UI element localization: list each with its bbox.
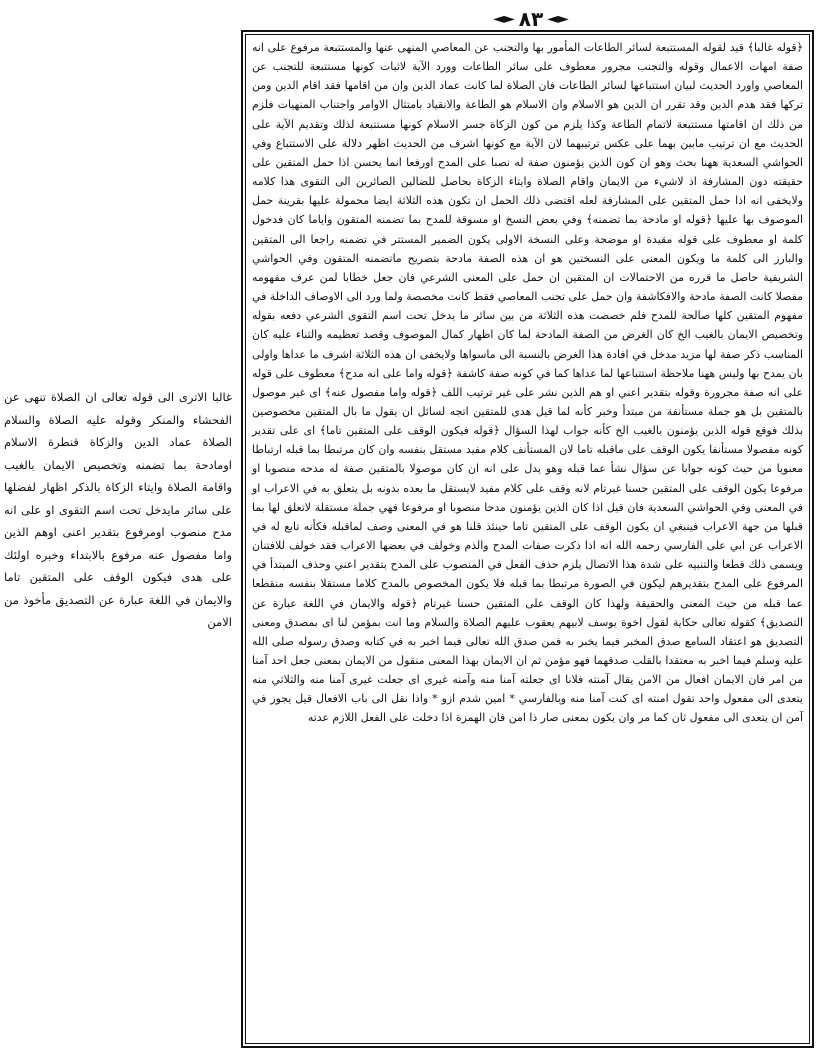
main-commentary-text: ﴿قوله غالبا﴾ قيد لقوله المستتبعة لسائر الطاعات المأمور بها والتجنب عن المعاصي المنهى عنها والمستتبعة مرفوع على انه صفة امهات الاعمال وقوله والتجنب مجرور معطوف على سائر الطاعات وورد الآية لاثبات كونها مستتبعة للتجنب عن المعاصي واورد الحديث لبيان استتباعها لسائر الطاعات فان الصلاة لما كانت عماد الدين وان من اقامها فقد اقام الدين ومن تركها فقد هدم الدين وقد تقرر ان الدين هو الاسلام وان الاسلام هو الطاعة والانقياد بامتثال الاوامر واجتناب المنهيات فلزم من ذلك ان اقامتها مستتبعة لاتمام الطاعة وكذا يلزم من كون الزكاة جسر الاسلام كونها مستتبعة لذلك وتقديم الآية على الحديث مع ان ترتيب مابين بهما على عكس ترتيبهما لان الآية مع كونها اشرف من الحديث اظهر دلالة على الاستتباع وفي الحواشي السعدية ههنا بحث وهو ان كون الذين يؤمنون صفة له نصبا على المدح اورفعا انما يحسن اذا حمل المتقين على حقيقته دون المشارفة اذ لاشيء من الايمان واقام الصلاة وايتاء الزكاة بحاصل للضالين الصائرين الى التقوى هذا كلامه ولايخفى انه اذا حمل المتقين على المشارفة لعله اقتضى ذلك الحمل ان تكون هذه الثلاثة ايضا محمولة عليها بقرينة حمل الموصوف بها عليها ﴿قوله او مادحة بما تضمنه﴾ وفي بعض النسخ او مسوقة للمدح بما تضمنه المتقون واياما كان فدخول كلمة او معطوف على قوله مقيدة او موضحة وعلى النسخة الاولى يكون الضمير المستتر في تضمنه راجعا الى المتقين والبارز الى كلمة ما ويكون المعنى على النسختين هو ان هذه الصفة مادحة بتصريح ماتضمنه المتقون وفي الحواشي الشريفية حاصل ما قرره من الاحتمالات ان المتقين ان حمل على المعنى الشرعي فان جعل خطابا لمن عرف مفهومه مفصلا كانت الصفة مادحة والافكاشفة وان حمل على تجنب المعاصي فقط كانت مخصصة ولما ورد الى الاوصاف الداخلة في مفهوم المتقين كلها صالحة للمدح فلم خصصت هذه الثلاثة من بين سائر ما يدخل تحت اسم التقوى الشرعي دفعه بقوله وتخصيص الايمان بالغيب الخ كان الغرض من الصفة المادحة لما كان اظهار كمال الموصوف وقصد تعظيمه والثناء عليه كان المناسب ذكر صفة لها مزيد مدخل في افادة هذا الغرض بالنسبة الى ماسواها ولايخفى ان هذه الثلاثة اشرف ما عداها واولى بان يمدح بها وليس ههنا ملاحظة استتباعها لما عداها كما في كونه صفة كاشفة ﴿قوله واما على انه مدح﴾ معطوف على قوله على انه صفة مجرورة وقوله بتقدير اعني او هم الذين نشر على غير ترتيب اللف ﴿قوله واما مفصول عنه﴾ اى غير موصول بالمتقين بل هو جملة مستأنفة من مبتدأ وخبر كأنه لما قيل هدى للمتقين اتجه لسائل ان يقول ما بال المتقين مخصوصين بذلك فوقع قوله الذين يؤمنون بالغيب الخ كأنه جواب لهذا السؤال ﴿قوله فيكون الوقف على المتقين تاما﴾ اى على تقدير كونه مفصولا مستأنفا يكون الوقف على ماقبله تاما لان المستأنف كلام مفيد مستقل بنفسه وان كان مرتبطا بما قبله ارتباطا معنويا من حيث كونه جوابا عن سؤال نشأ عما قبله وهو يدل على انه ان كان موصولا بالمتقين صفة له مدحه منصوبا او مرفوعا يكون الوقف على المتقين حسنا غيرتام لانه وقف على كلام مفيد لايستقل ما بعده بدونه بل يتعلق به في الاعراب او في المعنى وفي الحواشي السعدية فان قيل اذا كان الذين يؤمنون مدحا منصوبا او مرفوعا فهي جملة مستقلة لاتعلق لها بما قبلها من جهة الاعراب فينبغي ان يكون الوقف على المتقين تاما حينئذ قلنا هو في المعنى وصف لماقبله فكأنه تابع له في الاعراب عن ابي على الفارسي رحمه الله انه اذا ذكرت صفات المدح والذم وخولف في بعضها الاعراب فقد خولف للافتنان ويسمى ذلك قطعا والتنبيه على شدة هذا الاتصال يلزم حذف الفعل في المنصوب على المدح بتقدير اعني وحذف المبتدأ في المرفوع على المدح بتقديرهم ليكون في الصورة مرتبطا بما قبله فلا يكون المخصوص بالمدح كلاما مستقلا بنفسه منقطعا عما قبله من حيث المعنى والحقيقة ولهذا كان الوقف على المتقين حسنا غيرتام ﴿قوله والايمان في اللغة عبارة عن التصديق﴾ كقوله تعالى حكاية لقول اخوة يوسف لابيهم يعقوب عليهم الصلاة والسلام وما انت بمؤمن لنا اى بمصدق ومعنى التصديق هو اعتقاد السامع صدق المخبر فيما يخبر به فمن صدق الله تعالى فيما اخبر به في كتابه وصدق رسوله صلى الله عليه وسلم فيما اخبر به معتقدا بالقلب صدقهما فهو مؤمن ثم ان الايمان بهذا المعنى منقول من الايمان بمعنى جعل احد آمنا من امر فان الايمان افعال من الامن يقال آمنته فلانا اى جعلته آمنا منه وآمنه غيرى اى جعلت غيرى آمنا منه والثلاثي منه يتعدى الى مفعول واحد تقول امنته اى كنت آمنا منه وبالفارسي * امين شدم ازو * واذا نقل الى باب الافعال قيل يجوز في آمن ان يتعدى الى مفعول ثان كما مر وان يكون بمعنى صار ذا امن فان الهمزة اذا دخلت على الفعل اللازم عدته — [252, 41, 803, 725]
ornament-right: ◄► — [547, 11, 569, 27]
main-commentary-inner — [245, 34, 810, 1044]
main-commentary-frame — [241, 30, 814, 1048]
margin-note-text: غالبا الاترى الى قوله تعالى ان الصلاة تنهى عن الفحشاء والمنكر وقوله عليه الصلاة والسلام الصلاة عماد الدين والزكاة قنطرة الاسلام اومادحة بما تضمنه وتخصيص الايمان بالغيب واقامة الصلاة وايتاء الزكاة بالذكر اظهار لفضلها على سائر مايدخل تحت اسم التقوى او على انه مدح منصوب اومرفوع بتقدير اعنى اوهم الذين واما مفصول عنه مرفوع بالابتداء وخبره اولئك على هدى فيكون الوقف على المتقين تاما والايمان في اللغة عبارة عن التصديق مأخوذ من الامن — [4, 390, 232, 629]
page-header — [476, 6, 586, 32]
page-number: ٨٣ — [518, 7, 544, 31]
ornament-left: ◄► — [493, 11, 515, 27]
